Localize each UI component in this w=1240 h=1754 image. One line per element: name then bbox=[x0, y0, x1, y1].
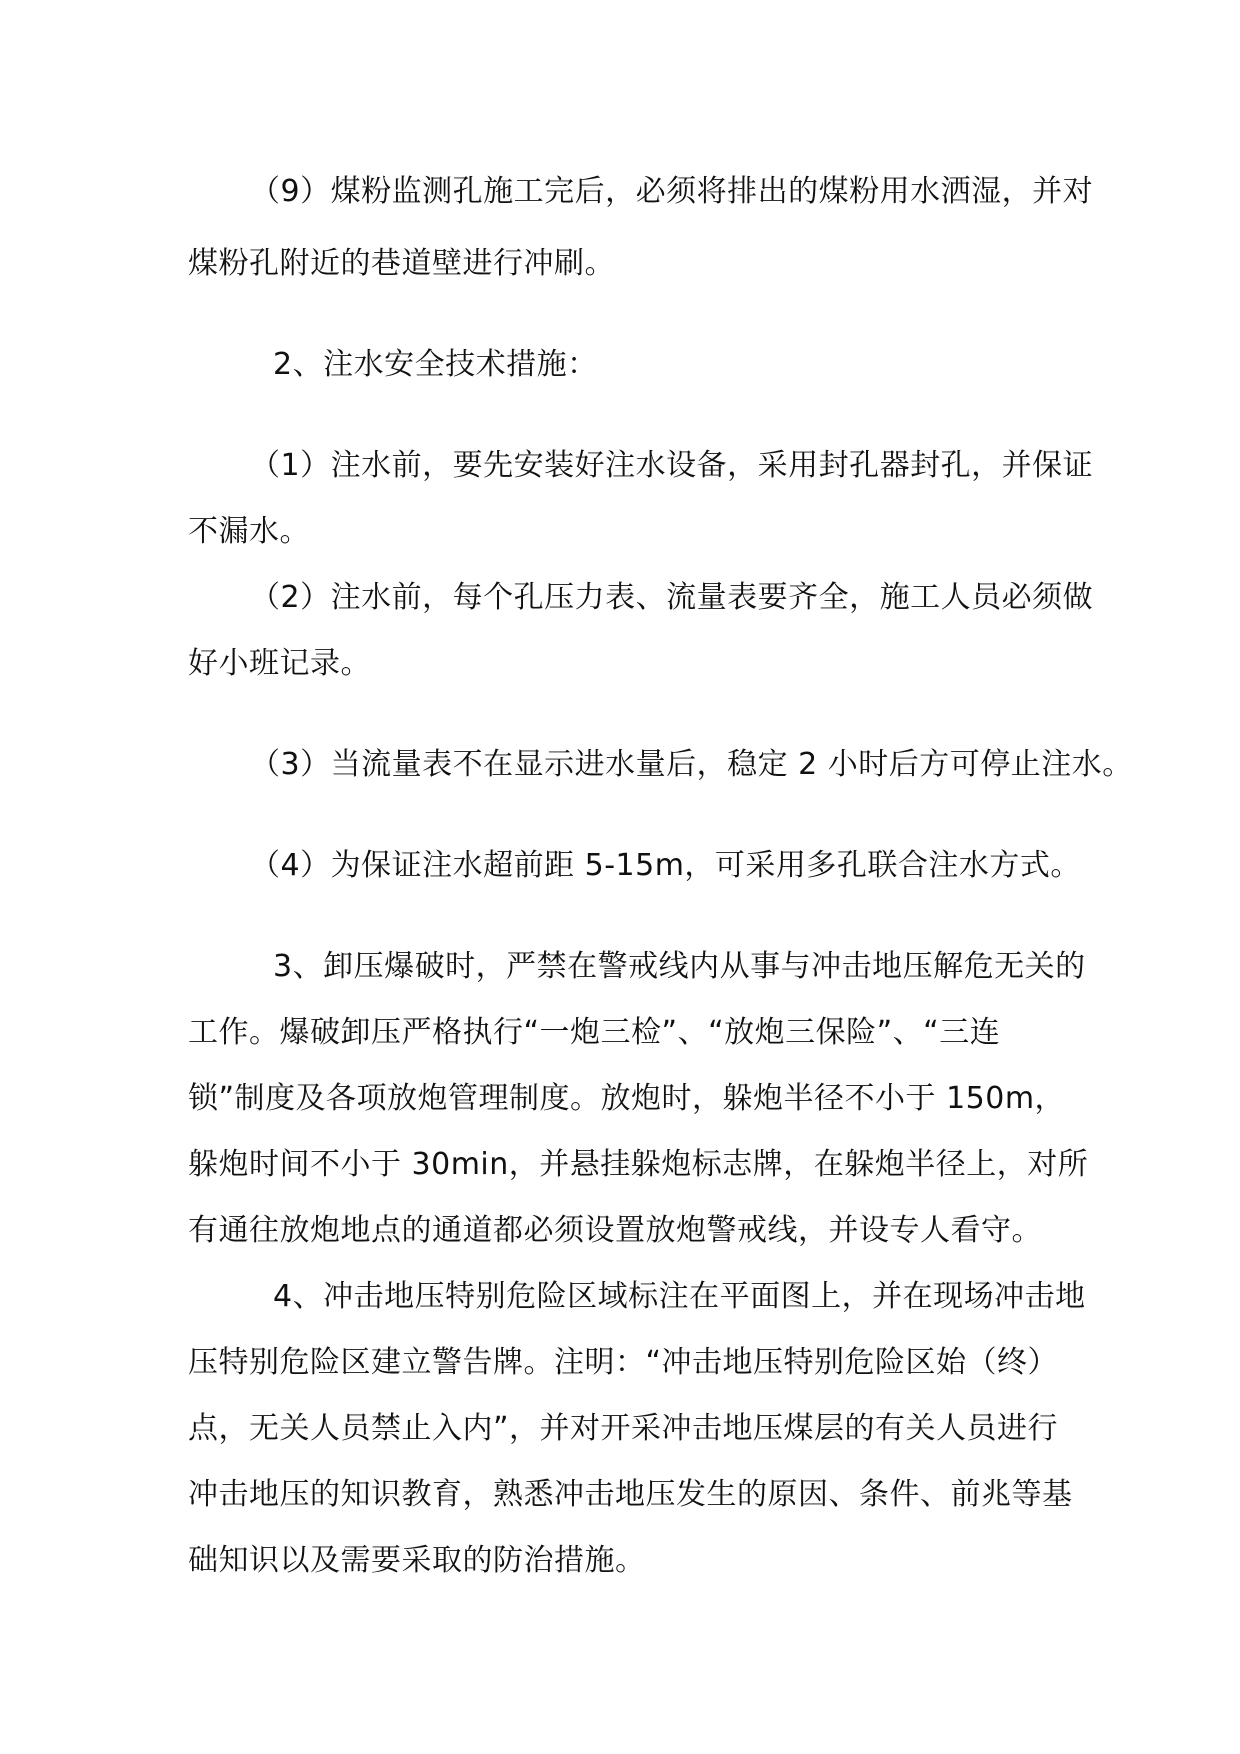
text-line: （2）注水前，每个孔压力表、流量表要齐全，施工人员必须做 bbox=[250, 580, 1094, 615]
section-heading: 2、注水安全技术措施： bbox=[273, 347, 598, 382]
text-line: 3、卸压爆破时，严禁在警戒线内从事与冲击地压解危无关的 bbox=[273, 949, 1086, 984]
text-line: （3）当流量表不在显示进水量后，稳定 2 小时后方可停止注水。 bbox=[250, 747, 1133, 782]
text-line: （1）注水前，要先安装好注水设备，采用封孔器封孔，并保证 bbox=[250, 448, 1094, 483]
text-line: 有通往放炮地点的通道都必须设置放炮警戒线，并设专人看守。 bbox=[188, 1213, 1042, 1248]
text-line: 工作。爆破卸压严格执行“一炮三检”、“放炮三保险”、“三连 bbox=[188, 1015, 1001, 1050]
text-line: （4）为保证注水超前距 5-15m，可采用多孔联合注水方式。 bbox=[250, 848, 1081, 883]
text-line: 4、冲击地压特别危险区域标注在平面图上，并在现场冲击地 bbox=[273, 1279, 1086, 1314]
text-line: 压特别危险区建立警告牌。注明：“冲击地压特别危险区始（终） bbox=[188, 1345, 1059, 1380]
text-line: 好小班记录。 bbox=[188, 646, 371, 681]
text-line: 煤粉孔附近的巷道壁进行冲刷。 bbox=[188, 246, 615, 281]
text-line: 础知识以及需要采取的防治措施。 bbox=[188, 1543, 646, 1578]
text-line: 不漏水。 bbox=[188, 514, 310, 549]
text-line: 锁”制度及各项放炮管理制度。放炮时，躲炮半径不小于 150m， bbox=[188, 1081, 1066, 1116]
text-line: 点，无关人员禁止入内”，并对开采冲击地压煤层的有关人员进行 bbox=[188, 1411, 1059, 1446]
text-line: （9）煤粉监测孔施工完后，必须将排出的煤粉用水洒湿，并对 bbox=[250, 174, 1094, 209]
text-line: 躲炮时间不小于 30min，并悬挂躲炮标志牌，在躲炮半径上，对所 bbox=[188, 1147, 1089, 1182]
text-line: 冲击地压的知识教育，熟悉冲击地压发生的原因、条件、前兆等基 bbox=[188, 1477, 1073, 1512]
